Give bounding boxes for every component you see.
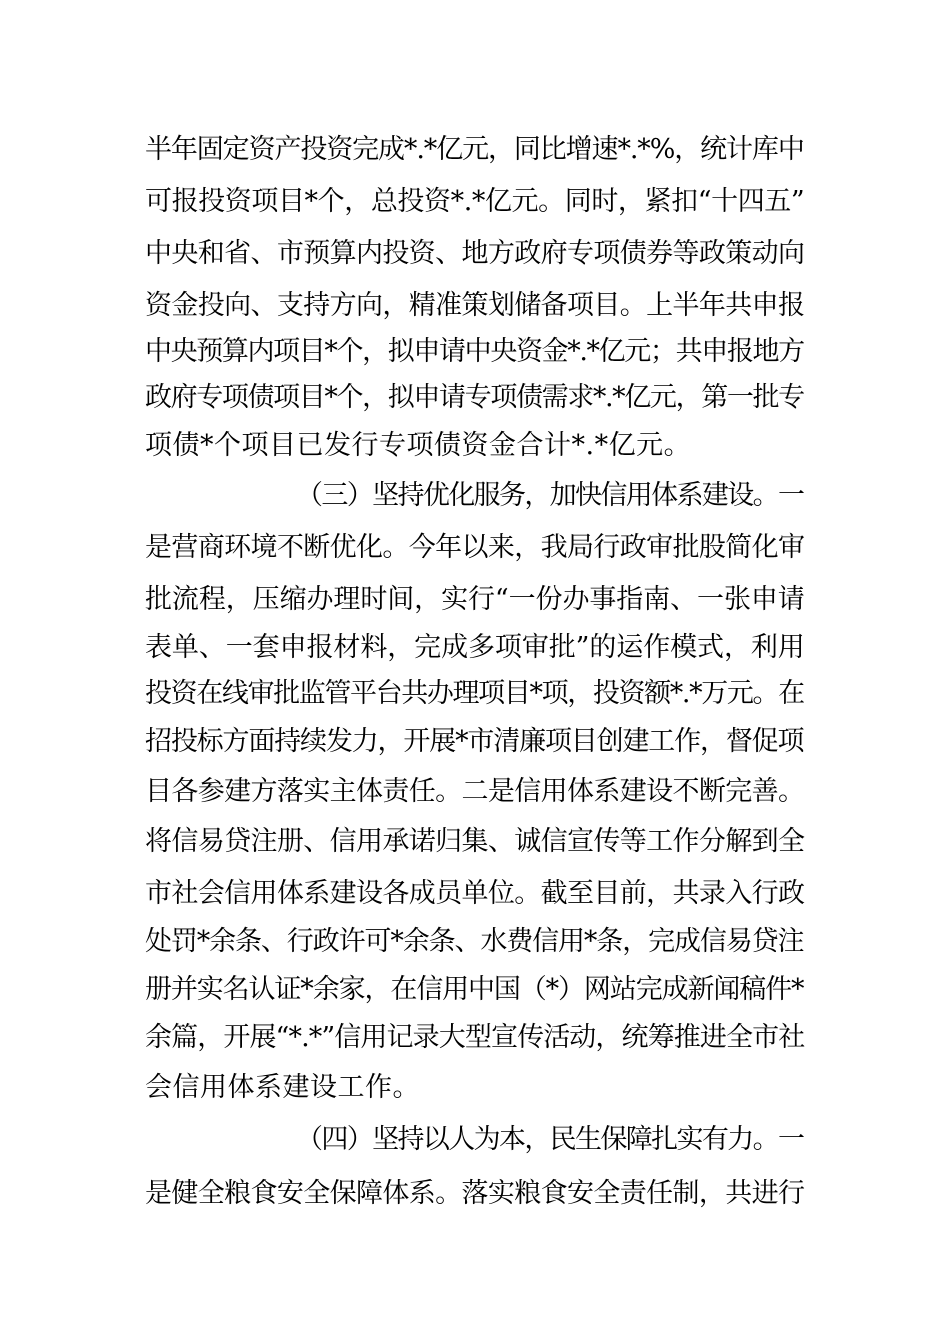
text-line-2: 可报投资项目*个，总投资*.*亿元。同时，紧扣“十四五” — [145, 186, 805, 217]
text-line-1: 半年固定资产投资完成*.*亿元，同比增速*.*%，统计库中 — [145, 134, 804, 165]
text-line-18: 册并实名认证*余家，在信用中国（*）网站完成新闻稿件* — [145, 974, 804, 1005]
text-line-12: 投资在线审批监管平台共办理项目*项，投资额*.*万元。在 — [145, 678, 804, 709]
text-line-9: 是营商环境不断优化。今年以来，我局行政审批股简化审 — [145, 532, 805, 563]
text-line-11: 表单、一套申报材料，完成多项审批”的运作模式，利用 — [145, 632, 805, 663]
text-line-17: 处罚*余条、行政许可*余条、水费信用*条，完成信易贷注 — [145, 926, 804, 957]
text-line-15: 将信易贷注册、信用承诺归集、诚信宣传等工作分解到全 — [145, 826, 805, 857]
text-line-14: 目各参建方落实主体责任。二是信用体系建设不断完善。 — [145, 776, 805, 807]
text-line-13: 招投标方面持续发力，开展*市清廉项目创建工作，督促项 — [145, 726, 804, 757]
text-line-20: 会信用体系建设工作。 — [145, 1072, 420, 1103]
text-line-7: 项债*个项目已发行专项债资金合计*.*亿元。 — [145, 430, 692, 461]
text-line-3: 中央和省、市预算内投资、地方政府专项债券等政策动向 — [145, 238, 805, 269]
text-line-22: 是健全粮食安全保障体系。落实粮食安全责任制，共进行 — [145, 1178, 805, 1209]
text-line-4: 资金投向、支持方向，精准策划储备项目。上半年共申报 — [145, 290, 805, 321]
section-heading-4: （四）坚持以人为本，民生保障扎实有力。一 — [296, 1124, 804, 1155]
section-heading-3: （三）坚持优化服务，加快信用体系建设。一 — [296, 480, 804, 511]
text-line-16: 市社会信用体系建设各成员单位。截至目前，共录入行政 — [145, 878, 805, 909]
text-line-19: 余篇，开展“*.*”信用记录大型宣传活动，统筹推进全市社 — [145, 1022, 805, 1053]
text-line-6: 政府专项债项目*个，拟申请专项债需求*.*亿元，第一批专 — [145, 382, 804, 413]
text-line-5: 中央预算内项目*个，拟申请中央资金*.*亿元；共申报地方 — [145, 336, 804, 367]
text-line-10: 批流程，压缩办理时间，实行“一份办事指南、一张申请 — [145, 584, 805, 615]
